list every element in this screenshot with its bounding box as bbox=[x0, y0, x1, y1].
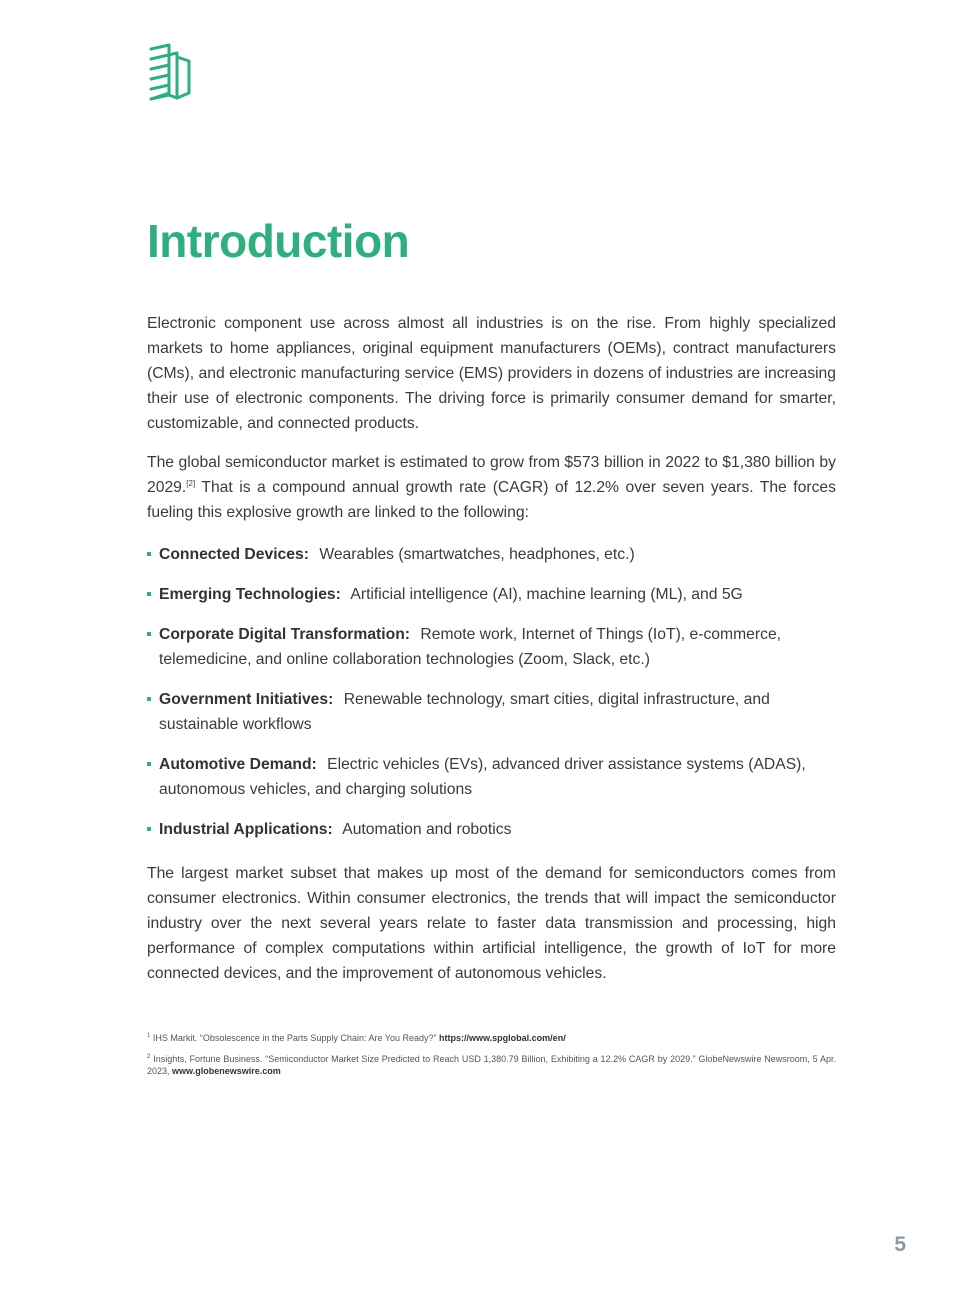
body-content bbox=[147, 311, 836, 1000]
bullet-label: Automotive Demand: bbox=[159, 756, 317, 773]
company-logo-icon bbox=[147, 43, 195, 105]
page-number: 5 bbox=[894, 1233, 906, 1256]
list-item bbox=[147, 817, 836, 842]
list-item bbox=[147, 542, 836, 567]
list-item bbox=[147, 752, 836, 802]
bullet-square-icon bbox=[147, 592, 151, 596]
bullet-square-icon bbox=[147, 632, 151, 636]
market-text-after: That is a compound annual growth rate (CAGR) of 12.2% over seven years. The forces fueling this explosive growth are linked to the following: bbox=[147, 479, 836, 521]
consumer-electronics-paragraph: The largest market subset that makes up most of the demand for semiconductors comes from consumer electronics. Within consumer electronics, the trends that will impact the semiconductor industry over the next several years relate to faster data transmission and processing, high performance of complex computations within artificial intelligence, the growth of IoT for more connected devices, and the improvement of autonomous vehicles. bbox=[147, 865, 836, 982]
footnote-link[interactable]: https://www.spglobal.com/en/ bbox=[439, 1033, 566, 1043]
bullet-square-icon bbox=[147, 697, 151, 701]
footnotes bbox=[147, 1032, 836, 1086]
intro-paragraph: Electronic component use across almost all industries is on the rise. From highly specialized markets to home appliances, original equipment manufacturers (OEMs), contract manufacturers (CMs), and electronic manufacturing service (EMS) providers in dozens of industries are increasing their use of electronic components. The driving force is primarily consumer demand for smarter, customizable, and connected products. bbox=[147, 315, 836, 432]
list-item bbox=[147, 582, 836, 607]
bullet-label: Emerging Technologies: bbox=[159, 586, 341, 603]
growth-drivers-list bbox=[147, 542, 836, 842]
bullet-label: Industrial Applications: bbox=[159, 821, 333, 838]
bullet-square-icon bbox=[147, 827, 151, 831]
bullet-text: Remote work, Internet of Things (IoT), e-commerce, telemedicine, and online collaboration technologies (Zoom, Slack, etc.) bbox=[159, 626, 782, 668]
market-paragraph bbox=[147, 450, 836, 525]
footnote-link[interactable]: www.globenewswire.com bbox=[172, 1066, 281, 1076]
bullet-square-icon bbox=[147, 552, 151, 556]
list-item bbox=[147, 687, 836, 737]
footnote-number: 1 bbox=[147, 1033, 151, 1039]
citation-2: [2] bbox=[186, 479, 196, 488]
page-title: Introduction bbox=[147, 215, 410, 267]
bullet-text: Wearables (smartwatches, headphones, etc.) bbox=[319, 546, 635, 563]
list-item bbox=[147, 622, 836, 672]
footnote-2 bbox=[147, 1053, 836, 1077]
footnote-number: 2 bbox=[147, 1054, 151, 1060]
footnote-text: Insights, Fortune Business. “Semiconductor Market Size Predicted to Reach USD 1,380.79 Billion, Exhibiting a 12.2% CAGR by 2029.” GlobeNewswire Newsroom, 5 Apr. 2023, bbox=[147, 1054, 836, 1076]
bullet-text: Artificial intelligence (AI), machine learning (ML), and 5G bbox=[350, 586, 743, 603]
bullet-label: Connected Devices: bbox=[159, 546, 309, 563]
bullet-square-icon bbox=[147, 762, 151, 766]
footnote-text: IHS Markit. “Obsolescence in the Parts Supply Chain: Are You Ready?” bbox=[152, 1033, 440, 1043]
bullet-text: Renewable technology, smart cities, digital infrastructure, and sustainable workflows bbox=[159, 691, 770, 733]
bullet-label: Corporate Digital Transformation: bbox=[159, 626, 411, 643]
market-text-before: The global semiconductor market is estimated to grow from $573 billion in 2022 to $1,380 billion by 2029. bbox=[147, 454, 836, 496]
footnote-1 bbox=[147, 1032, 836, 1044]
bullet-text: Automation and robotics bbox=[342, 821, 512, 838]
bullet-label: Government Initiatives: bbox=[159, 691, 334, 708]
bullet-text: Electric vehicles (EVs), advanced driver assistance systems (ADAS), autonomous vehicles, and charging solutions bbox=[159, 756, 806, 798]
